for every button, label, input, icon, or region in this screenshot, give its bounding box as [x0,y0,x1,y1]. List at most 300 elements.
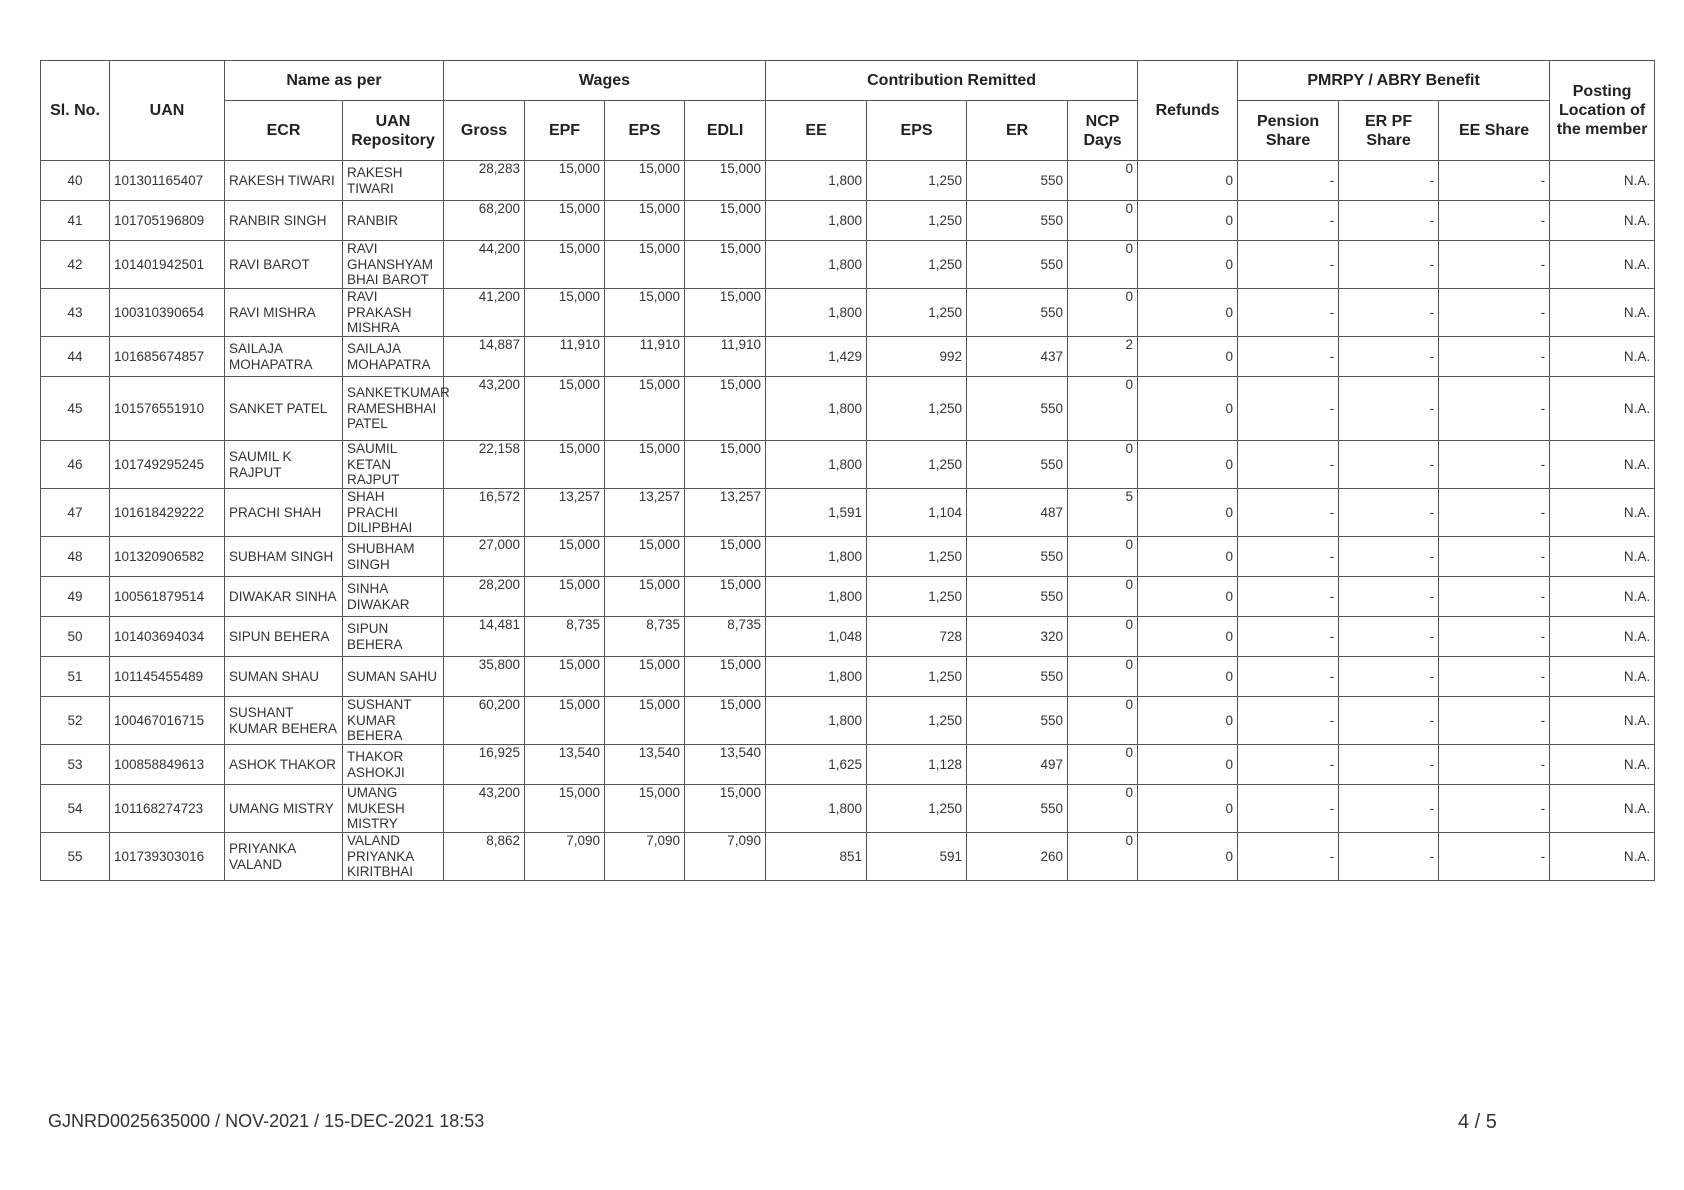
cell-ee-share: - [1439,833,1550,881]
cell-er: 550 [967,441,1068,489]
cell-ee-share: - [1439,241,1550,289]
footer-reference: GJNRD0025635000 / NOV-2021 / 15-DEC-2021 18:53 [48,1111,485,1131]
cell-ncp-days: 0 [1068,697,1138,745]
cell-gross: 14,481 [444,617,525,657]
cell-sl-no: 43 [41,289,110,337]
cell-ee-share: - [1439,201,1550,241]
cell-er-pf-share: - [1339,745,1439,785]
header-name-as-per: Name as per [225,61,444,101]
cell-eps-wages: 15,000 [605,441,685,489]
cell-ecr-name: UMANG MISTRY [225,785,343,833]
cell-edli-wages: 15,000 [685,377,766,441]
table-row [41,489,1655,537]
cell-uan: 100310390654 [110,289,225,337]
cell-uan-repository-name: SHUBHAM SINGH [343,537,444,577]
cell-eps-wages: 15,000 [605,241,685,289]
cell-uan: 101576551910 [110,377,225,441]
header-pension-share: Pension Share [1238,101,1339,161]
cell-uan: 101739303016 [110,833,225,881]
cell-eps-contribution: 1,250 [867,161,967,201]
cell-epf-wages: 15,000 [525,657,605,697]
header-gross: Gross [444,101,525,161]
cell-epf-wages: 15,000 [525,201,605,241]
table-row [41,657,1655,697]
cell-posting-location: N.A. [1550,201,1655,241]
cell-pension-share: - [1238,489,1339,537]
cell-pension-share: - [1238,337,1339,377]
cell-er: 497 [967,745,1068,785]
cell-ee-share: - [1439,617,1550,657]
cell-refunds: 0 [1138,617,1238,657]
cell-epf-wages: 15,000 [525,785,605,833]
cell-eps-contribution: 1,250 [867,657,967,697]
cell-er-pf-share: - [1339,489,1439,537]
table-row [41,441,1655,489]
cell-er: 550 [967,377,1068,441]
cell-er: 487 [967,489,1068,537]
cell-eps-wages: 11,910 [605,337,685,377]
cell-ee: 1,800 [766,201,867,241]
cell-sl-no: 51 [41,657,110,697]
cell-eps-contribution: 591 [867,833,967,881]
header-ncp-days: NCP Days [1068,101,1138,161]
cell-eps-contribution: 1,250 [867,241,967,289]
cell-er: 550 [967,537,1068,577]
cell-ncp-days: 0 [1068,745,1138,785]
cell-uan-repository-name: RAVI GHANSHYAM BHAI BAROT [343,241,444,289]
cell-ecr-name: SUSHANT KUMAR BEHERA [225,697,343,745]
cell-edli-wages: 11,910 [685,337,766,377]
cell-er-pf-share: - [1339,657,1439,697]
cell-ncp-days: 0 [1068,289,1138,337]
cell-edli-wages: 15,000 [685,441,766,489]
cell-epf-wages: 15,000 [525,441,605,489]
cell-uan-repository-name: UMANG MUKESH MISTRY [343,785,444,833]
cell-sl-no: 40 [41,161,110,201]
cell-er-pf-share: - [1339,161,1439,201]
cell-er-pf-share: - [1339,617,1439,657]
cell-ncp-days: 0 [1068,785,1138,833]
cell-er-pf-share: - [1339,377,1439,441]
cell-epf-wages: 15,000 [525,697,605,745]
cell-uan: 101685674857 [110,337,225,377]
cell-epf-wages: 15,000 [525,377,605,441]
table-row [41,537,1655,577]
cell-pension-share: - [1238,577,1339,617]
cell-ncp-days: 0 [1068,657,1138,697]
cell-uan: 100467016715 [110,697,225,745]
cell-posting-location: N.A. [1550,377,1655,441]
cell-ee-share: - [1439,697,1550,745]
cell-edli-wages: 13,257 [685,489,766,537]
cell-eps-contribution: 1,128 [867,745,967,785]
cell-eps-contribution: 1,250 [867,785,967,833]
cell-ncp-days: 0 [1068,833,1138,881]
cell-gross: 16,925 [444,745,525,785]
cell-uan: 101618429222 [110,489,225,537]
cell-gross: 8,862 [444,833,525,881]
cell-ecr-name: RAKESH TIWARI [225,161,343,201]
cell-posting-location: N.A. [1550,441,1655,489]
cell-er-pf-share: - [1339,441,1439,489]
cell-edli-wages: 15,000 [685,201,766,241]
cell-er: 550 [967,241,1068,289]
cell-epf-wages: 15,000 [525,577,605,617]
table-row [41,377,1655,441]
cell-ecr-name: SAUMIL K RAJPUT [225,441,343,489]
cell-eps-wages: 15,000 [605,657,685,697]
cell-ee-share: - [1439,785,1550,833]
cell-gross: 43,200 [444,785,525,833]
cell-gross: 14,887 [444,337,525,377]
cell-ecr-name: DIWAKAR SINHA [225,577,343,617]
cell-epf-wages: 11,910 [525,337,605,377]
cell-gross: 35,800 [444,657,525,697]
cell-edli-wages: 15,000 [685,161,766,201]
cell-eps-wages: 15,000 [605,377,685,441]
cell-gross: 27,000 [444,537,525,577]
table-row [41,785,1655,833]
table-row [41,337,1655,377]
header-ee: EE [766,101,867,161]
cell-er: 550 [967,289,1068,337]
cell-eps-wages: 15,000 [605,289,685,337]
table-row [41,617,1655,657]
cell-pension-share: - [1238,241,1339,289]
cell-uan: 100858849613 [110,745,225,785]
page-number: 4 / 5 [1458,1111,1497,1133]
cell-ncp-days: 5 [1068,489,1138,537]
cell-ecr-name: SUBHAM SINGH [225,537,343,577]
cell-er: 550 [967,785,1068,833]
cell-ecr-name: SANKET PATEL [225,377,343,441]
cell-sl-no: 50 [41,617,110,657]
cell-uan: 101749295245 [110,441,225,489]
cell-ee: 1,800 [766,577,867,617]
header-wages-eps: EPS [605,101,685,161]
header-er-pf-share: ER PF Share [1339,101,1439,161]
cell-uan: 101401942501 [110,241,225,289]
cell-ecr-name: SUMAN SHAU [225,657,343,697]
header-uan: UAN [110,61,225,161]
cell-pension-share: - [1238,657,1339,697]
cell-eps-contribution: 1,250 [867,537,967,577]
table-row [41,289,1655,337]
cell-sl-no: 55 [41,833,110,881]
cell-ee: 1,800 [766,785,867,833]
cell-ee-share: - [1439,161,1550,201]
cell-er-pf-share: - [1339,201,1439,241]
cell-gross: 68,200 [444,201,525,241]
cell-posting-location: N.A. [1550,657,1655,697]
cell-pension-share: - [1238,441,1339,489]
cell-posting-location: N.A. [1550,489,1655,537]
cell-refunds: 0 [1138,833,1238,881]
cell-pension-share: - [1238,617,1339,657]
cell-uan-repository-name: THAKOR ASHOKJI [343,745,444,785]
cell-edli-wages: 15,000 [685,785,766,833]
cell-eps-wages: 13,257 [605,489,685,537]
cell-eps-wages: 15,000 [605,577,685,617]
cell-refunds: 0 [1138,241,1238,289]
cell-ee: 1,800 [766,161,867,201]
cell-uan-repository-name: RAVI PRAKASH MISHRA [343,289,444,337]
cell-eps-wages: 13,540 [605,745,685,785]
cell-eps-wages: 15,000 [605,161,685,201]
cell-epf-wages: 7,090 [525,833,605,881]
cell-refunds: 0 [1138,337,1238,377]
cell-ecr-name: RANBIR SINGH [225,201,343,241]
cell-ee-share: - [1439,745,1550,785]
cell-sl-no: 54 [41,785,110,833]
cell-posting-location: N.A. [1550,537,1655,577]
cell-uan: 101320906582 [110,537,225,577]
cell-er: 550 [967,697,1068,745]
cell-ee: 1,800 [766,657,867,697]
table-row [41,697,1655,745]
cell-ecr-name: PRACHI SHAH [225,489,343,537]
cell-eps-wages: 7,090 [605,833,685,881]
cell-er: 437 [967,337,1068,377]
cell-edli-wages: 15,000 [685,537,766,577]
cell-sl-no: 52 [41,697,110,745]
header-refunds: Refunds [1138,61,1238,161]
cell-refunds: 0 [1138,161,1238,201]
cell-ncp-days: 0 [1068,617,1138,657]
header-epf: EPF [525,101,605,161]
cell-eps-wages: 8,735 [605,617,685,657]
cell-edli-wages: 15,000 [685,577,766,617]
cell-ecr-name: ASHOK THAKOR [225,745,343,785]
cell-pension-share: - [1238,833,1339,881]
cell-er-pf-share: - [1339,537,1439,577]
header-posting-location: Posting Location of the member [1550,61,1655,161]
cell-eps-contribution: 1,250 [867,577,967,617]
table-row [41,833,1655,881]
cell-epf-wages: 8,735 [525,617,605,657]
cell-uan-repository-name: SAILAJA MOHAPATRA [343,337,444,377]
cell-epf-wages: 15,000 [525,289,605,337]
cell-ee: 1,625 [766,745,867,785]
cell-ee: 1,800 [766,241,867,289]
cell-sl-no: 46 [41,441,110,489]
cell-sl-no: 49 [41,577,110,617]
cell-posting-location: N.A. [1550,577,1655,617]
cell-uan: 101301165407 [110,161,225,201]
cell-eps-wages: 15,000 [605,201,685,241]
cell-er-pf-share: - [1339,833,1439,881]
cell-refunds: 0 [1138,441,1238,489]
cell-uan: 101168274723 [110,785,225,833]
cell-posting-location: N.A. [1550,785,1655,833]
header-er: ER [967,101,1068,161]
cell-uan-repository-name: SINHA DIWAKAR [343,577,444,617]
cell-refunds: 0 [1138,377,1238,441]
header-uan-repository: UAN Repository [343,101,444,161]
cell-eps-contribution: 728 [867,617,967,657]
cell-ee-share: - [1439,577,1550,617]
cell-refunds: 0 [1138,577,1238,617]
header-contribution-remitted: Contribution Remitted [766,61,1138,101]
table-row [41,241,1655,289]
cell-sl-no: 44 [41,337,110,377]
cell-sl-no: 42 [41,241,110,289]
cell-ncp-days: 0 [1068,441,1138,489]
cell-ncp-days: 2 [1068,337,1138,377]
cell-epf-wages: 13,540 [525,745,605,785]
cell-uan-repository-name: SHAH PRACHI DILIPBHAI [343,489,444,537]
cell-epf-wages: 13,257 [525,489,605,537]
cell-er-pf-share: - [1339,697,1439,745]
cell-ncp-days: 0 [1068,377,1138,441]
table-row [41,161,1655,201]
header-edli: EDLI [685,101,766,161]
cell-ncp-days: 0 [1068,577,1138,617]
cell-refunds: 0 [1138,657,1238,697]
header-sl-no: Sl. No. [41,61,110,161]
cell-posting-location: N.A. [1550,833,1655,881]
cell-refunds: 0 [1138,489,1238,537]
cell-posting-location: N.A. [1550,697,1655,745]
cell-edli-wages: 15,000 [685,289,766,337]
cell-pension-share: - [1238,697,1339,745]
cell-sl-no: 53 [41,745,110,785]
cell-sl-no: 41 [41,201,110,241]
cell-ee: 1,800 [766,377,867,441]
cell-ee-share: - [1439,377,1550,441]
cell-gross: 43,200 [444,377,525,441]
cell-epf-wages: 15,000 [525,241,605,289]
cell-eps-contribution: 1,250 [867,289,967,337]
ecr-member-table [40,60,1655,881]
cell-er: 320 [967,617,1068,657]
cell-edli-wages: 13,540 [685,745,766,785]
cell-ee: 1,429 [766,337,867,377]
cell-pension-share: - [1238,745,1339,785]
cell-eps-wages: 15,000 [605,697,685,745]
cell-refunds: 0 [1138,697,1238,745]
cell-uan-repository-name: SUMAN SAHU [343,657,444,697]
cell-sl-no: 47 [41,489,110,537]
header-ee-share: EE Share [1439,101,1550,161]
cell-er-pf-share: - [1339,289,1439,337]
cell-gross: 44,200 [444,241,525,289]
cell-ee-share: - [1439,489,1550,537]
cell-refunds: 0 [1138,537,1238,577]
cell-gross: 28,283 [444,161,525,201]
cell-ee-share: - [1439,441,1550,489]
cell-refunds: 0 [1138,785,1238,833]
header-ecr: ECR [225,101,343,161]
cell-uan: 101403694034 [110,617,225,657]
cell-er: 550 [967,577,1068,617]
cell-ee-share: - [1439,289,1550,337]
cell-gross: 28,200 [444,577,525,617]
cell-uan-repository-name: VALAND PRIYANKA KIRITBHAI [343,833,444,881]
cell-uan: 101145455489 [110,657,225,697]
cell-posting-location: N.A. [1550,161,1655,201]
cell-ee: 1,591 [766,489,867,537]
cell-gross: 41,200 [444,289,525,337]
cell-eps-contribution: 1,104 [867,489,967,537]
header-wages: Wages [444,61,766,101]
cell-ee-share: - [1439,657,1550,697]
cell-posting-location: N.A. [1550,337,1655,377]
cell-eps-wages: 15,000 [605,537,685,577]
cell-er: 260 [967,833,1068,881]
cell-epf-wages: 15,000 [525,537,605,577]
cell-ee: 1,800 [766,697,867,745]
cell-ee: 851 [766,833,867,881]
cell-er-pf-share: - [1339,241,1439,289]
cell-er: 550 [967,201,1068,241]
cell-gross: 16,572 [444,489,525,537]
cell-edli-wages: 15,000 [685,697,766,745]
cell-ee: 1,800 [766,441,867,489]
cell-er-pf-share: - [1339,577,1439,617]
cell-pension-share: - [1238,289,1339,337]
cell-refunds: 0 [1138,201,1238,241]
table-row [41,745,1655,785]
cell-uan-repository-name: SUSHANT KUMAR BEHERA [343,697,444,745]
cell-ee-share: - [1439,537,1550,577]
cell-ee: 1,800 [766,537,867,577]
cell-posting-location: N.A. [1550,745,1655,785]
cell-edli-wages: 15,000 [685,241,766,289]
cell-ncp-days: 0 [1068,161,1138,201]
cell-epf-wages: 15,000 [525,161,605,201]
cell-posting-location: N.A. [1550,289,1655,337]
cell-eps-contribution: 1,250 [867,377,967,441]
cell-ncp-days: 0 [1068,241,1138,289]
cell-edli-wages: 15,000 [685,657,766,697]
cell-er: 550 [967,657,1068,697]
cell-ncp-days: 0 [1068,537,1138,577]
table-body [41,161,1655,881]
cell-ecr-name: SAILAJA MOHAPATRA [225,337,343,377]
cell-uan: 101705196809 [110,201,225,241]
cell-sl-no: 45 [41,377,110,441]
cell-pension-share: - [1238,537,1339,577]
cell-eps-contribution: 1,250 [867,201,967,241]
cell-pension-share: - [1238,377,1339,441]
cell-ee-share: - [1439,337,1550,377]
cell-gross: 60,200 [444,697,525,745]
cell-ecr-name: PRIYANKA VALAND [225,833,343,881]
cell-ee: 1,800 [766,289,867,337]
cell-posting-location: N.A. [1550,241,1655,289]
cell-uan-repository-name: SIPUN BEHERA [343,617,444,657]
cell-ee: 1,048 [766,617,867,657]
header-pmrpy-abry-benefit: PMRPY / ABRY Benefit [1238,61,1550,101]
cell-pension-share: - [1238,201,1339,241]
table-row [41,577,1655,617]
cell-pension-share: - [1238,161,1339,201]
cell-ecr-name: RAVI BAROT [225,241,343,289]
cell-ecr-name: SIPUN BEHERA [225,617,343,657]
cell-er-pf-share: - [1339,785,1439,833]
cell-eps-contribution: 992 [867,337,967,377]
cell-ncp-days: 0 [1068,201,1138,241]
cell-pension-share: - [1238,785,1339,833]
cell-gross: 22,158 [444,441,525,489]
cell-uan-repository-name: RAKESH TIWARI [343,161,444,201]
header-contrib-eps: EPS [867,101,967,161]
cell-refunds: 0 [1138,289,1238,337]
cell-er-pf-share: - [1339,337,1439,377]
cell-ecr-name: RAVI MISHRA [225,289,343,337]
cell-uan-repository-name: SAUMIL KETAN RAJPUT [343,441,444,489]
